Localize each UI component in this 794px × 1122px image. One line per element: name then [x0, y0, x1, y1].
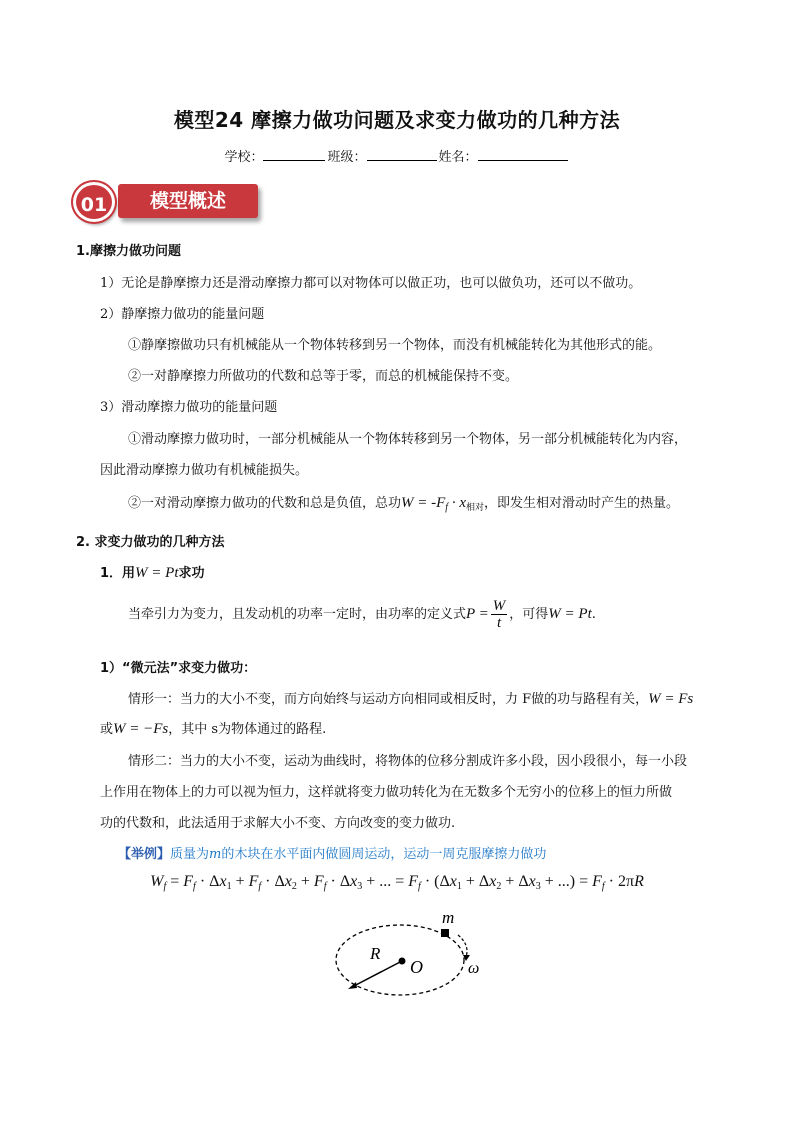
name-label: 姓名： [438, 150, 478, 165]
case2-line1: 情形二：当力的大小不变，运动为曲线时，将物体的位移分割成许多小段，因小段很小，每一小段 [128, 754, 688, 769]
p3b-text-pre: ②一对滑动摩擦力做功的代数和总是负值，总功 [128, 496, 402, 511]
case2-line2: 上作用在物体上的力可以视为恒力，这样就将变力做功转化为在无数多个无穷小的位移上的恒力所做 [100, 785, 673, 800]
micro-method-heading: 1）“微元法”求变力做功： [100, 661, 257, 676]
class-label: 班级： [327, 150, 367, 165]
part1-heading: 1.摩擦力做功问题 [76, 244, 181, 259]
sub1-post: 求功 [178, 566, 205, 581]
part1-paragraph-3b [128, 492, 679, 513]
part2-heading: 2. 求变力做功的几种方法 [76, 535, 225, 550]
total-work-x: · x [448, 495, 466, 511]
example-tag: 【举例】 [118, 847, 171, 862]
example-line [118, 843, 546, 862]
sub1-formula: W = Pt [135, 565, 179, 581]
page-title: 模型24 摩擦力做功问题及求变力做功的几种方法 [173, 108, 621, 132]
sub1-result: W = Pt [548, 606, 592, 622]
fraction-numerator: W [492, 598, 506, 614]
mass-block [441, 929, 449, 937]
part1-paragraph-2: 2）静摩擦力做功的能量问题 [100, 307, 265, 322]
case1-line2 [100, 718, 326, 738]
part1-paragraph-2a: ①静摩擦做功只有机械能从一个物体转移到另一个物体，而没有机械能转化为其他形式的能。 [128, 338, 662, 353]
section-banner [73, 182, 263, 222]
case1-or: 或 [100, 722, 114, 737]
case1-line1 [128, 688, 693, 708]
fraction-denominator: t [496, 615, 502, 631]
sub1-end: . [591, 607, 596, 622]
case1-formula-1: W = Fs [648, 691, 694, 707]
part1-paragraph-2b: ②一对静摩擦力所做功的代数和总等于零，而总的机械能保持不变。 [128, 369, 519, 384]
total-work-sub-f: f [445, 502, 449, 513]
name-blank[interactable] [478, 148, 568, 161]
total-work-sub-rel: 相对 [466, 503, 485, 513]
sub1-text-mid: ，可得 [509, 607, 549, 622]
subsection-1-heading [100, 562, 205, 582]
case2-line3: 功的代数和，此法适用于求解大小不变、方向改变的变力做功. [100, 816, 456, 831]
case1-post: ，其中 s为物体通过的路程. [168, 722, 327, 737]
example-post: 的木块在水平面内做圆周运动，运动一周克服摩擦力做功 [221, 847, 547, 862]
example-pre: 质量为 [170, 847, 210, 862]
power-P: P = [466, 606, 489, 622]
p3b-text-post: ，即发生相对滑动时产生的热量。 [484, 496, 680, 511]
example-mass: m [209, 847, 222, 862]
school-blank[interactable] [263, 148, 325, 161]
work-sum-formula: $W_f = F_f \cdot \Delta x_1 + F_f \cdot \Delta x_2 + F_f \cdot \Delta x_3$ + ... = $F_f \cdot (\Delta x_1 + \Delta x_2 + \Delta x_3$ + ...) = $F_f \cdot 2\pi R$ [150, 873, 644, 892]
subsection-1-text [128, 598, 596, 631]
circular-motion-diagram [330, 905, 500, 1005]
class-blank[interactable] [367, 148, 437, 161]
radius-line [352, 961, 402, 987]
case1-text: 情形一：当力的大小不变，而方向始终与运动方向相同或相反时，力 F做的功与路程有关， [128, 692, 649, 707]
case1-formula-2: W = −Fs [113, 721, 169, 737]
mass-label: m [442, 908, 455, 927]
radius-label: R [370, 944, 381, 963]
part1-paragraph-3a: ①滑动摩擦力做功时，一部分机械能从一个物体转移到另一个物体，另一部分机械能转化为内容， [128, 432, 688, 447]
part1-paragraph-1: 1）无论是静摩擦力还是滑动摩擦力都可以对物体可以做正功，也可以做负功，还可以不做功。 [100, 276, 642, 291]
section-number-badge: 01 [73, 182, 115, 222]
total-work-formula [401, 495, 484, 511]
student-info-line [0, 146, 794, 165]
power-fraction [491, 598, 508, 631]
part1-paragraph-3a-cont: 因此滑动摩擦力做功有机械能损失。 [100, 463, 309, 478]
total-work-formula-main: W = -F [401, 495, 446, 511]
sub1-pre: 1．用 [100, 566, 136, 581]
center-label: O [410, 957, 423, 977]
part1-paragraph-3: 3）滑动摩擦力做功的能量问题 [100, 400, 278, 415]
omega-label: ω [468, 960, 480, 977]
section-label: 模型概述 [118, 184, 258, 218]
school-label: 学校： [224, 150, 264, 165]
center-point [399, 958, 406, 965]
sub1-text-pre: 当牵引力为变力，且发动机的功率一定时，由功率的定义式 [128, 607, 467, 622]
